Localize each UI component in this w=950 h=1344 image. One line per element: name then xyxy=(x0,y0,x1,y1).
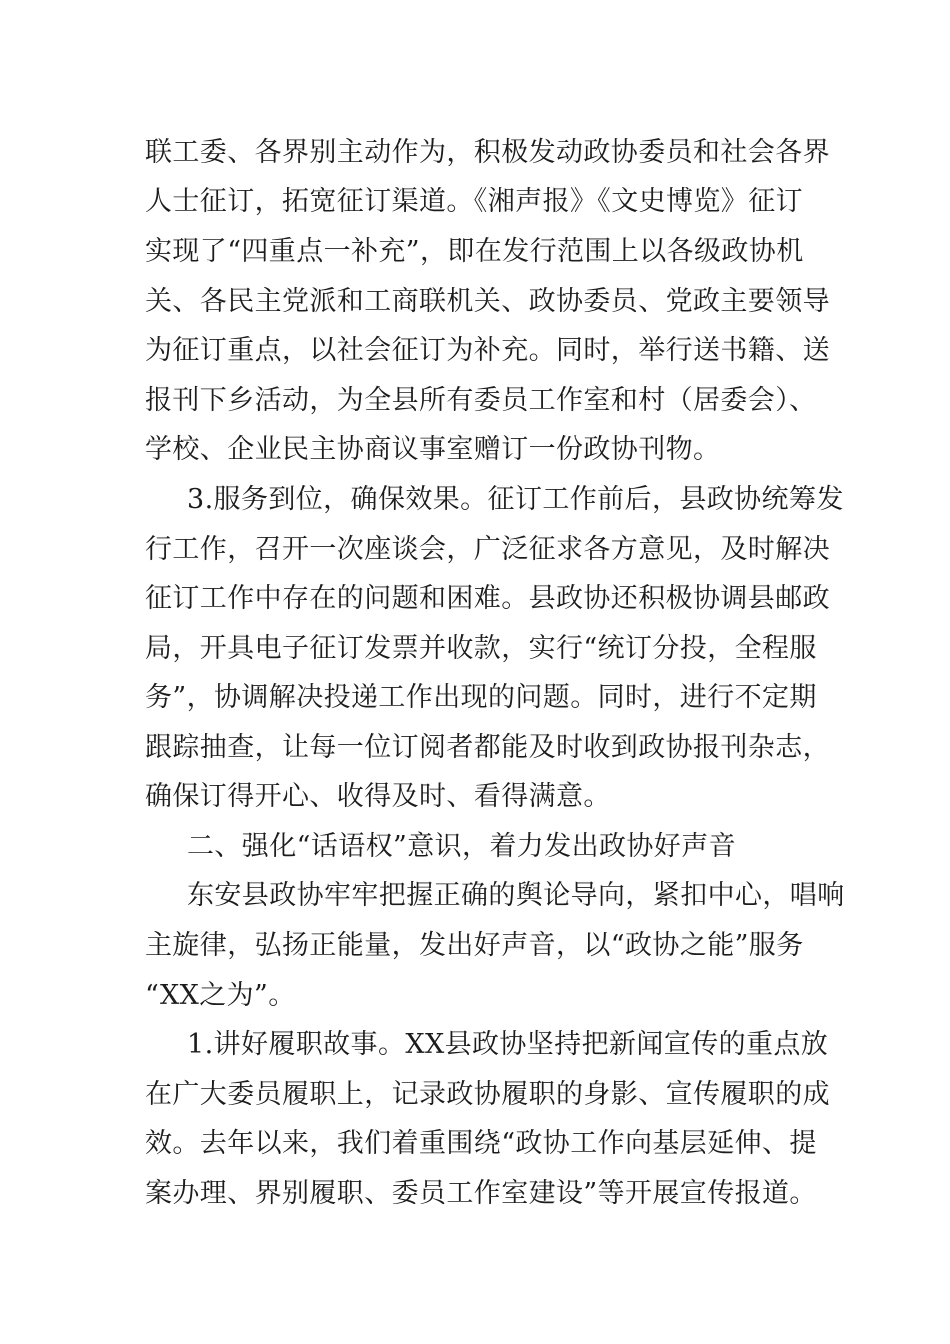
body-text-line: 实现了“四重点一补充”，即在发行范围上以各级政协机 xyxy=(145,236,804,267)
body-text-line: 效。去年以来，我们着重围绕“政协工作向基层延伸、提 xyxy=(145,1128,817,1159)
body-text-line: 人士征订，拓宽征订渠道。《湘声报》《文史博览》征订 xyxy=(145,186,803,217)
body-text-line: 局，开具电子征订发票并收款，实行“统订分投，全程服 xyxy=(145,633,817,664)
paragraph-start-line: 3.服务到位，确保效果。征订工作前后，县政协统筹发 xyxy=(187,484,844,515)
body-text-line: 在广大委员履职上，记录政协履职的身影、宣传履职的成 xyxy=(145,1079,830,1110)
body-text-line: 联工委、各界别主动作为，积极发动政协委员和社会各界 xyxy=(145,137,830,168)
body-text-line: 关、各民主党派和工商联机关、政协委员、党政主要领导 xyxy=(145,286,830,317)
body-text-line: 主旋律，弘扬正能量，发出好声音，以“政协之能”服务 xyxy=(145,930,804,961)
body-text-line: 跟踪抽查，让每一位订阅者都能及时收到政协报刊杂志， xyxy=(145,732,830,763)
body-text-line: 报刊下乡活动，为全县所有委员工作室和村（居委会）、 xyxy=(145,385,817,416)
body-text-line: 为征订重点，以社会征订为补充。同时，举行送书籍、送 xyxy=(145,335,830,366)
body-text-line: 务”，协调解决投递工作出现的问题。同时，进行不定期 xyxy=(145,682,817,713)
paragraph-start-line: 1.讲好履职故事。XX县政协坚持把新闻宣传的重点放 xyxy=(187,1029,829,1060)
body-text-line: 行工作，召开一次座谈会，广泛征求各方意见，及时解决 xyxy=(145,534,830,565)
body-text-line: 征订工作中存在的问题和困难。县政协还积极协调县邮政 xyxy=(145,583,830,614)
body-text-line: “XX之为”。 xyxy=(145,980,296,1011)
section-heading: 二、强化“话语权”意识，着力发出政协好声音 xyxy=(187,831,737,862)
body-text-line: 确保订得开心、收得及时、看得满意。 xyxy=(145,781,611,812)
paragraph-start-line: 东安县政协牢牢把握正确的舆论导向，紧扣中心，唱响 xyxy=(187,880,845,911)
body-text-line: 案办理、界别履职、委员工作室建设”等开展宣传报道。 xyxy=(145,1178,817,1209)
body-text-line: 学校、企业民主协商议事室赠订一份政协刊物。 xyxy=(145,434,721,465)
